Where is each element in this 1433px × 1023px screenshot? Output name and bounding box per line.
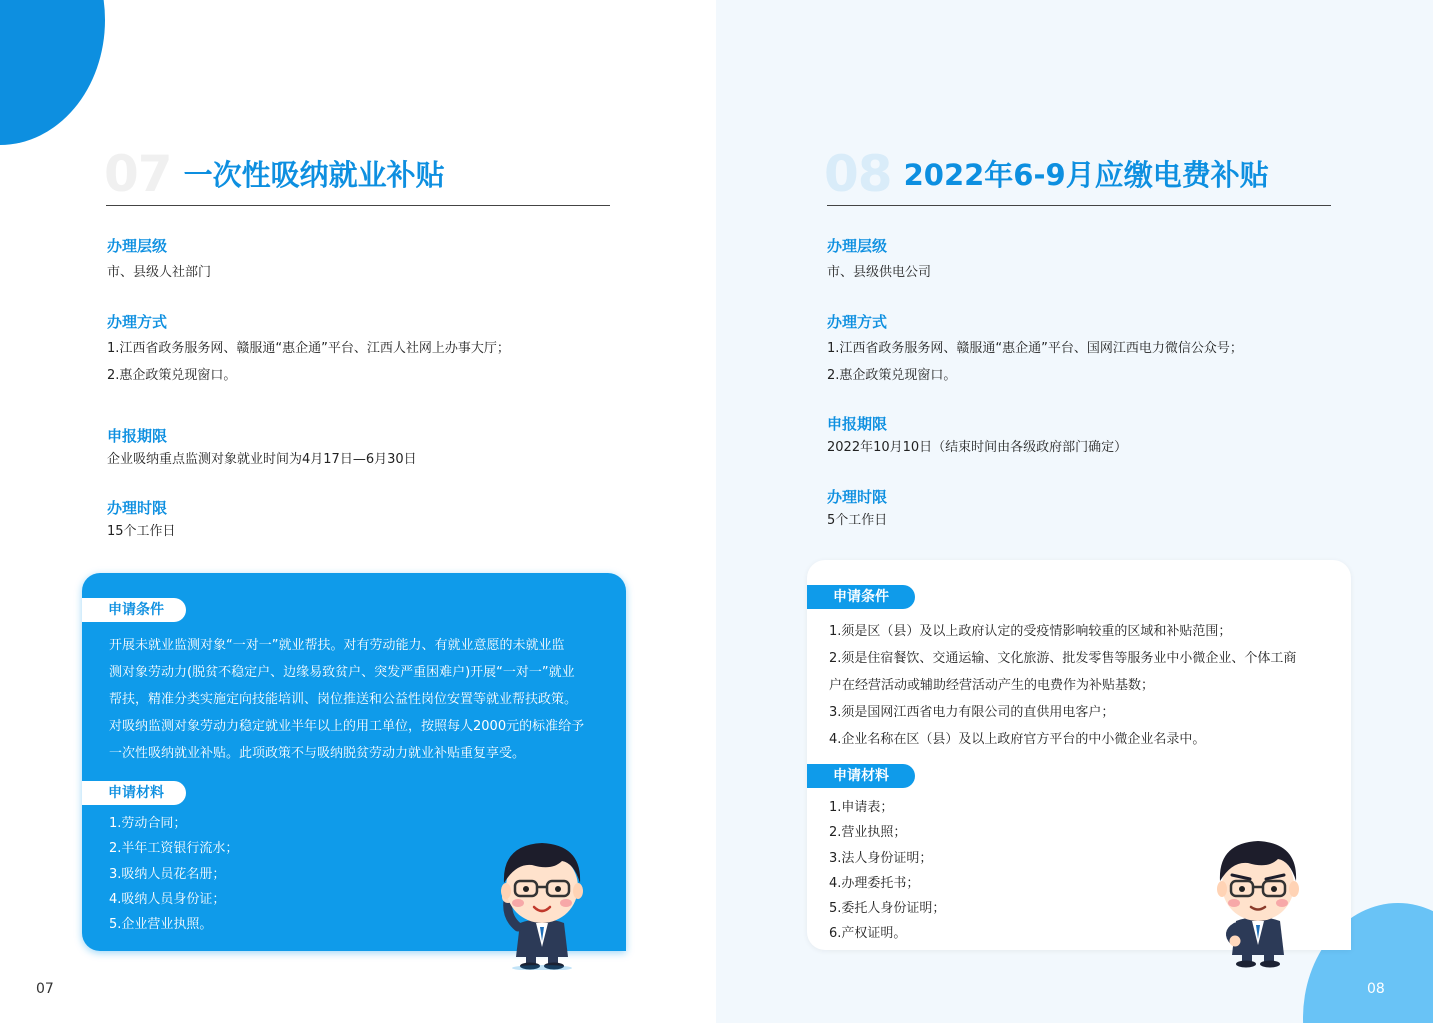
section-header-08 bbox=[824, 140, 1269, 203]
list-item: 4.吸纳人员身份证； bbox=[109, 891, 226, 907]
field-label: 申报期限 bbox=[827, 415, 888, 433]
conditions-line: 一次性吸纳就业补贴。此项政策不与吸纳脱贫劳动力就业补贴重复享受。 bbox=[109, 746, 526, 761]
field-duration bbox=[107, 498, 176, 545]
page-number: 07 bbox=[36, 981, 54, 997]
field-value: 市、县级人社部门 bbox=[107, 265, 212, 280]
list-item: 1.劳动合同； bbox=[109, 816, 187, 831]
materials-list bbox=[829, 795, 945, 947]
section-title: 2022年6-9月应缴电费补贴 bbox=[903, 158, 1269, 192]
field-value: 市、县级供电公司 bbox=[827, 265, 932, 280]
field-value: 5个工作日 bbox=[827, 513, 888, 528]
field-deadline bbox=[827, 414, 1127, 461]
section-number: 07 bbox=[104, 145, 172, 203]
field-label: 办理方式 bbox=[107, 313, 168, 331]
conditions-line: 户在经营活动或辅助经营活动产生的电费作为补贴基数； bbox=[829, 678, 1155, 693]
field-label: 申报期限 bbox=[107, 427, 168, 445]
conditions-label: 申请条件 bbox=[82, 598, 186, 622]
field-value: 2022年10月10日（结束时间由各级政府部门确定） bbox=[827, 440, 1128, 455]
field-value: 15个工作日 bbox=[107, 524, 176, 539]
conditions-text bbox=[829, 618, 1333, 753]
field-value: 1.江西省政务服务网、赣服通“惠企通”平台、江西人社网上办事大厅； bbox=[107, 341, 510, 356]
list-item: 3.法人身份证明； bbox=[829, 850, 933, 866]
section-title: 一次性吸纳就业补贴 bbox=[183, 158, 445, 192]
section-number: 08 bbox=[824, 145, 892, 203]
list-item: 5.委托人身份证明； bbox=[829, 901, 946, 917]
list-item: 6.产权证明。 bbox=[829, 926, 907, 942]
field-level bbox=[107, 236, 211, 286]
conditions-line: 帮扶，精准分类实施定向技能培训、岗位推送和公益性岗位安置等就业帮扶政策。 bbox=[109, 692, 578, 707]
field-label: 办理时限 bbox=[827, 488, 888, 506]
left-page bbox=[0, 0, 716, 1023]
field-label: 办理方式 bbox=[827, 313, 888, 331]
mascot-waving-icon bbox=[492, 835, 592, 970]
conditions-line: 1.须是区（县）及以上政府认定的受疫情影响较重的区域和补贴范围； bbox=[829, 624, 1232, 639]
field-value: 2.惠企政策兑现窗口。 bbox=[827, 368, 957, 383]
field-duration bbox=[827, 487, 887, 534]
conditions-text bbox=[109, 632, 613, 767]
conditions-line: 对吸纳监测对象劳动力稳定就业半年以上的用工单位，按照每人2000元的标准给予 bbox=[109, 719, 585, 734]
list-item: 2.营业执照； bbox=[829, 825, 907, 841]
list-item: 5.企业营业执照。 bbox=[109, 917, 213, 933]
field-label: 办理层级 bbox=[827, 237, 888, 255]
field-value: 企业吸纳重点监测对象就业时间为4月17日—6月30日 bbox=[107, 452, 417, 467]
field-level bbox=[827, 236, 931, 286]
field-method bbox=[827, 312, 1243, 389]
section-divider bbox=[106, 205, 610, 206]
conditions-line: 4.企业名称在区（县）及以上政府官方平台的中小微企业名录中。 bbox=[829, 732, 1206, 747]
list-item: 2.半年工资银行流水； bbox=[109, 841, 239, 857]
materials-list bbox=[109, 811, 238, 937]
list-item: 1.申请表； bbox=[829, 800, 894, 815]
field-label: 办理层级 bbox=[107, 237, 168, 255]
field-deadline bbox=[107, 426, 417, 473]
field-method bbox=[107, 312, 510, 389]
field-value: 2.惠企政策兑现窗口。 bbox=[107, 368, 237, 383]
corner-decoration bbox=[0, 0, 105, 145]
list-item: 4.办理委托书； bbox=[829, 875, 920, 891]
conditions-label: 申请条件 bbox=[807, 585, 915, 609]
section-divider bbox=[827, 205, 1331, 206]
materials-label: 申请材料 bbox=[807, 764, 915, 788]
field-label: 办理时限 bbox=[107, 499, 168, 517]
conditions-line: 测对象劳动力(脱贫不稳定户、边缘易致贫户、突发严重困难户)开展“一对一”就业 bbox=[109, 665, 575, 680]
materials-label: 申请材料 bbox=[82, 781, 186, 805]
field-value: 1.江西省政务服务网、赣服通“惠企通”平台、国网江西电力微信公众号； bbox=[827, 341, 1243, 356]
list-item: 3.吸纳人员花名册； bbox=[109, 866, 226, 882]
section-header-07 bbox=[104, 140, 445, 203]
conditions-line: 3.须是国网江西省电力有限公司的直供用电客户； bbox=[829, 705, 1115, 720]
conditions-line: 开展未就业监测对象“一对一”就业帮扶。对有劳动能力、有就业意愿的未就业监 bbox=[109, 638, 565, 653]
page-number: 08 bbox=[1367, 981, 1385, 997]
conditions-line: 2.须是住宿餐饮、交通运输、文化旅游、批发零售等服务业中小微企业、个体工商 bbox=[829, 651, 1297, 666]
mascot-pointing-icon bbox=[1208, 833, 1308, 969]
